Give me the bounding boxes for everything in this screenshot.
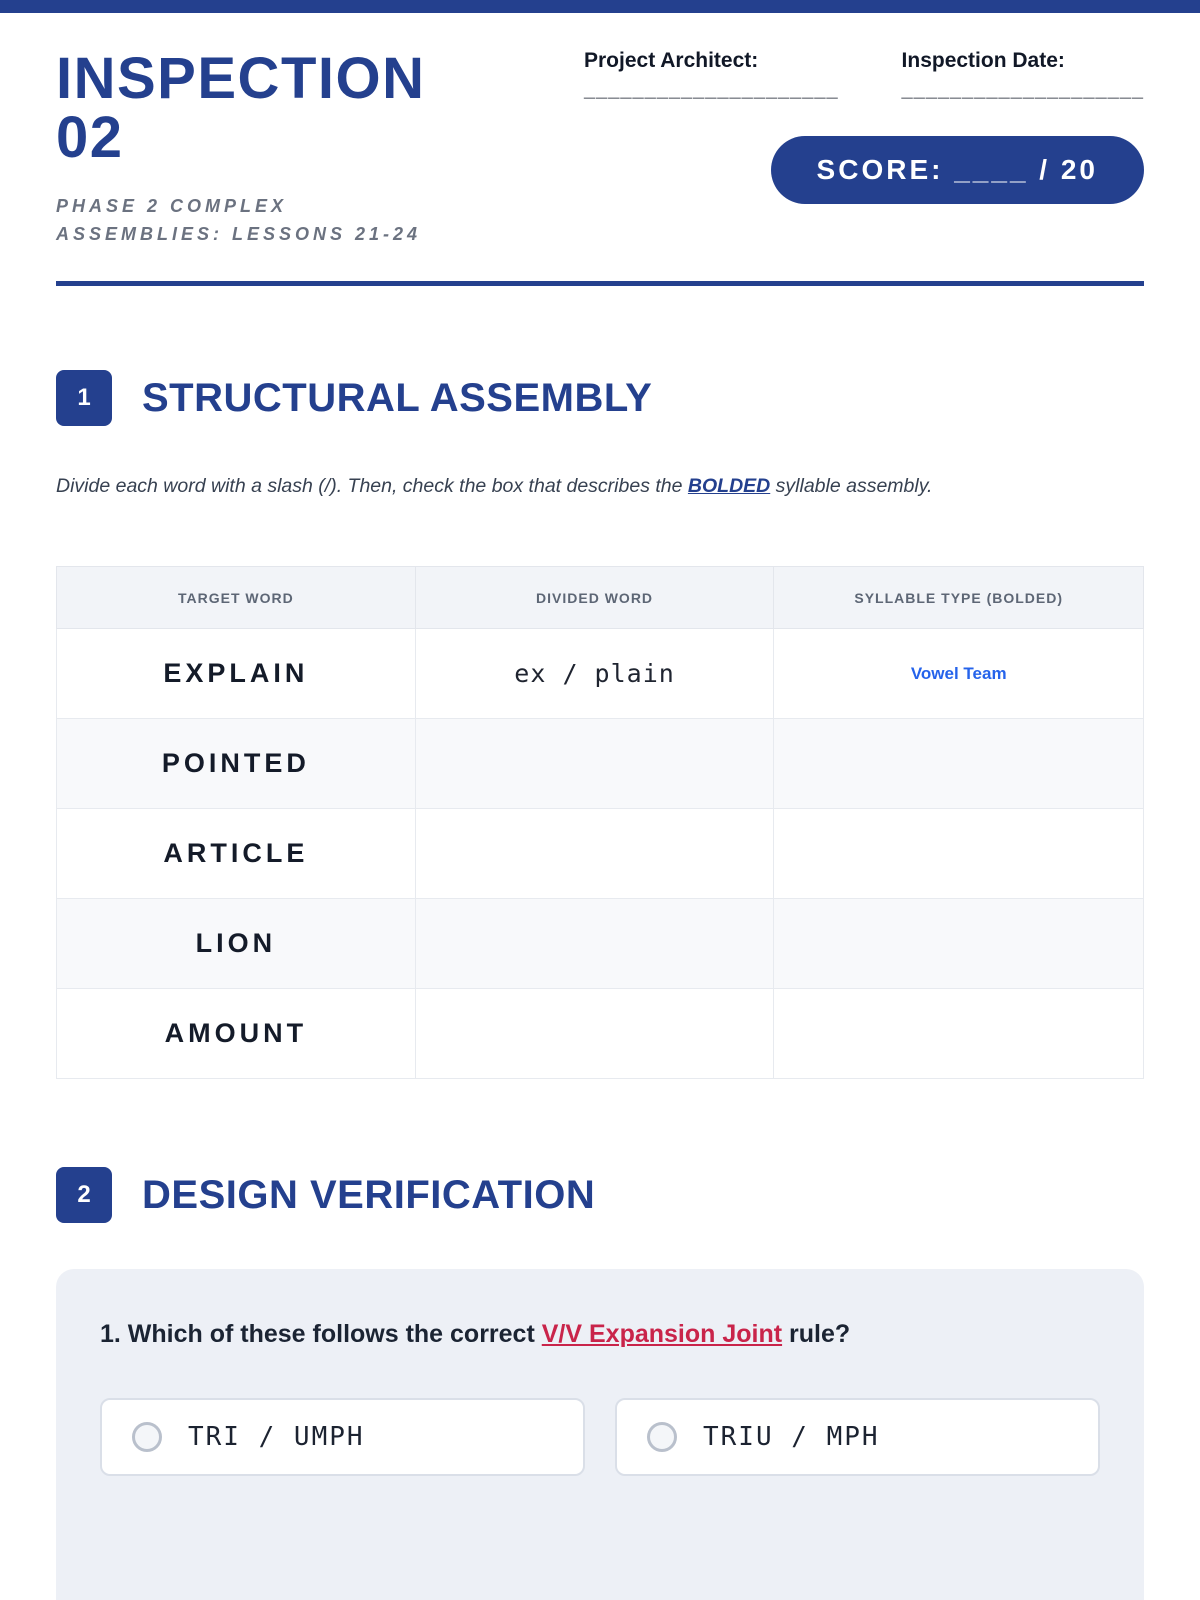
target-word-cell: POINTED [57,719,416,809]
syllable-type-cell [774,899,1144,989]
worksheet-subtitle [56,193,426,249]
target-word-cell: ARTICLE [57,809,416,899]
architect-field [584,49,839,102]
divided-word-cell: ex / plain [415,629,774,719]
vv-expansion-joint-link[interactable]: V/V Expansion Joint [541,1320,783,1349]
score-row [584,136,1144,204]
table-row [57,719,1144,809]
radio-icon [647,1422,677,1452]
top-accent-bar [0,0,1200,13]
table-row [57,899,1144,989]
section-1-header [56,370,1144,426]
question-post: rule? [782,1320,851,1349]
section-2-badge: 2 [56,1167,112,1223]
table-header-row [57,567,1144,629]
radio-icon [132,1422,162,1452]
section-2-header [56,1167,1144,1223]
date-label: Inspection Date: [901,49,1065,72]
assembly-table [56,566,1144,1079]
col-header-divided-word: DIVIDED WORD [415,567,774,629]
syllable-type-cell: Vowel Team [774,629,1144,719]
divided-word-cell [415,719,774,809]
section-1-instructions [56,470,1066,502]
table-row [57,809,1144,899]
header-divider [56,281,1144,286]
option-label: TRIU / MPH [703,1422,880,1453]
question-card [56,1269,1144,1600]
divided-word-cell [415,899,774,989]
worksheet-header [56,46,1144,249]
section-1-title: STRUCTURAL ASSEMBLY [142,375,653,420]
syllable-type-cell [774,989,1144,1079]
question-text [100,1317,1100,1352]
table-row [57,989,1144,1079]
header-fields-row [584,49,1144,102]
worksheet-page [0,46,1200,1600]
architect-label: Project Architect: [584,49,759,72]
syllable-type-cell [774,809,1144,899]
date-blank-line: ____________________ [901,79,1144,101]
bolded-term: BOLDED [687,475,771,498]
title-block [56,46,426,249]
worksheet-subtitle-line2: ASSEMBLIES: LESSONS 21-24 [56,224,422,245]
section-1-badge: 1 [56,370,112,426]
target-word-cell: EXPLAIN [57,629,416,719]
table-row [57,629,1144,719]
divided-word-cell [415,989,774,1079]
answer-options [100,1398,1100,1476]
col-header-target-word: TARGET WORD [57,567,416,629]
score-pill: SCORE: ____ / 20 [771,136,1144,204]
header-fields [584,49,1144,249]
instructions-pre: Divide each word with a slash (/). Then, check the box that describes the [56,475,688,498]
worksheet-subtitle-line1: PHASE 2 COMPLEX [56,196,288,217]
divided-word-cell [415,809,774,899]
option-label: TRI / UMPH [188,1422,365,1453]
section-2-title: DESIGN VERIFICATION [142,1172,596,1217]
worksheet-title-line2: 02 [56,105,124,171]
instructions-post: syllable assembly. [770,475,933,498]
syllable-type-cell [774,719,1144,809]
architect-blank-line: _____________________ [584,79,839,101]
worksheet-title-line1: INSPECTION [56,46,426,111]
worksheet-title [56,46,426,171]
option-tri-umph[interactable] [100,1398,585,1476]
target-word-cell: LION [57,899,416,989]
col-header-syllable-type: SYLLABLE TYPE (BOLDED) [774,567,1144,629]
date-field [902,49,1144,102]
question-pre: 1. Which of these follows the correct [100,1320,542,1349]
option-triu-mph[interactable] [615,1398,1100,1476]
target-word-cell: AMOUNT [57,989,416,1079]
